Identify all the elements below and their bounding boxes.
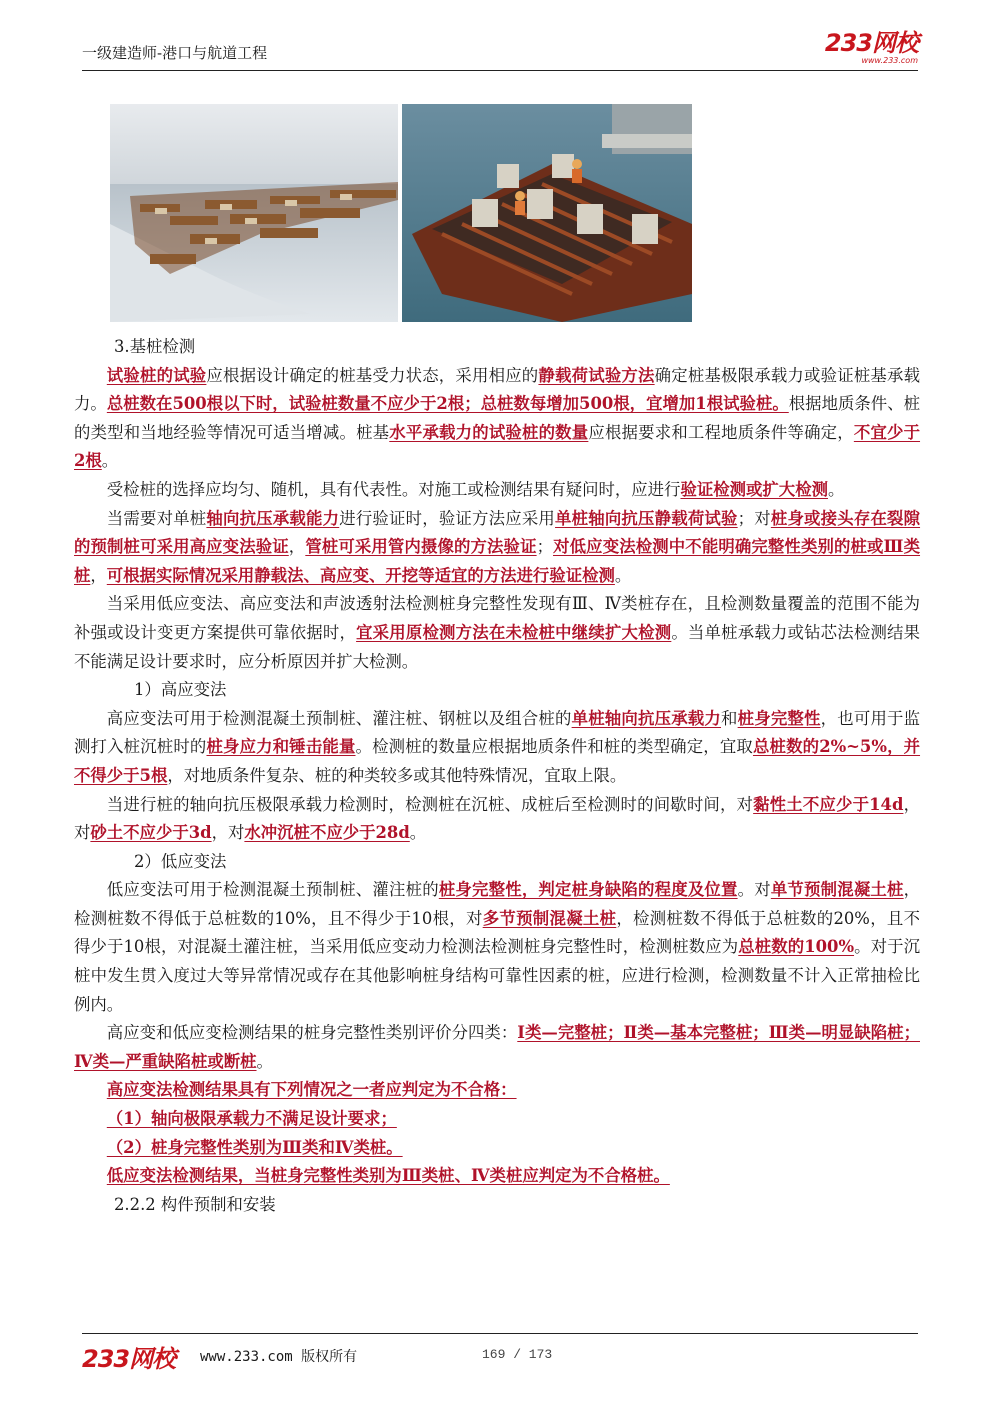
paragraph-low-strain-fail	[74, 1162, 920, 1191]
emphasis-text: 水平承载力的试验桩的数量	[389, 422, 589, 442]
emphasis-text: 桩身或接头存在裂隙的预制桩可采用高应变法验证	[74, 508, 921, 557]
subheading-low-strain: 2）低应变法	[134, 851, 227, 871]
paragraph-high-strain	[74, 705, 920, 791]
paragraph-low-strain	[74, 876, 920, 1019]
paragraph-fail-item-2	[74, 1134, 920, 1163]
body-text: 确定桩基极限承载力或验证桩基承载力。	[74, 365, 921, 414]
emphasis-text: 单桩轴向抗压承载力	[571, 708, 722, 728]
body-text: ；	[536, 537, 553, 557]
footer-logo[interactable]: 233网校	[82, 1345, 176, 1373]
emphasis-text: 验证检测或扩大检测	[680, 479, 828, 499]
emphasis-text: （2）桩身完整性类别为Ⅲ类和Ⅳ类桩。	[106, 1137, 403, 1157]
footer-copyright: www.233.com 版权所有	[200, 1349, 358, 1365]
emphasis-text: 单节预制混凝土桩	[770, 880, 904, 900]
body-text: 。对于沉桩中发生贯入度过大等异常情况或存在其他影响桩身结构可靠性因素的桩，应进行检测，检测数量不计入正常抽检比例内。	[74, 937, 921, 1014]
body-text: ，对	[211, 823, 245, 843]
body-text: 当进行桩的轴向抗压极限承载力检测时，检测桩在沉桩、成桩后至检测时的间歇时间，对	[106, 794, 754, 814]
photo-row	[110, 104, 692, 322]
emphasis-text: 单桩轴向抗压静载荷试验	[555, 508, 738, 528]
emphasis-text: 宜采用原检测方法在未检桩中继续扩大检测	[356, 622, 672, 642]
emphasis-text: 黏性土不应少于14d	[753, 794, 904, 814]
body-text: 当采用低应变法、高应变法和声波透射法检测桩身完整性发现有Ⅲ、Ⅳ类桩存在，且检测数量覆盖的范围不能为补强或设计变更方案提供可靠依据时，	[74, 594, 920, 642]
emphasis-text: 总桩数的2%~5%，并不得少于5根	[74, 737, 921, 785]
body-text: 低应变法可用于检测混凝土预制桩、灌注桩的	[106, 880, 439, 900]
header-divider	[82, 70, 918, 71]
paragraph-verification-methods	[74, 505, 920, 591]
emphasis-text: 桩身完整性	[737, 708, 821, 728]
emphasis-text: （1）轴向极限承载力不满足设计要求；	[106, 1109, 397, 1129]
document-body	[74, 333, 920, 1219]
body-text: 。	[409, 823, 427, 843]
body-text: ；对	[737, 508, 771, 528]
body-text: ，对	[74, 794, 920, 843]
section-heading: 3.基桩检测	[114, 337, 196, 356]
body-text: 高应变法可用于检测混凝土预制桩、灌注桩、钢桩以及组合桩的	[106, 708, 572, 728]
page-footer	[82, 1333, 918, 1373]
footer-divider	[82, 1333, 918, 1334]
body-text: 。	[614, 565, 632, 585]
emphasis-text: Ⅰ类—完整桩；Ⅱ类—基本完整桩；Ⅲ类—明显缺陷桩；Ⅳ类—严重缺陷桩或断桩	[74, 1023, 920, 1071]
emphasis-text: 总桩数的100%	[738, 937, 855, 957]
emphasis-text: 静载荷试验方法	[538, 365, 655, 385]
body-text: ，也可用于监测打入桩沉桩时的	[74, 708, 921, 757]
logo-url: www.233.com	[861, 56, 918, 65]
emphasis-text: 总桩数在500根以下时，试验桩数量不应少于2根；总桩数每增加500根，宜增加1根试验桩。	[106, 394, 789, 414]
frozen-sea-construction-image	[110, 104, 398, 322]
emphasis-text: 对低应变法检测中不能明确完整性类别的桩或Ⅲ类桩	[74, 537, 921, 585]
body-text: 应根据设计确定的桩基受力状态，采用相应的	[206, 365, 539, 385]
paragraph-sample-selection	[74, 476, 920, 505]
paragraph-high-strain-fail	[74, 1076, 920, 1105]
brand-logo[interactable]	[825, 30, 918, 65]
body-text: 受检桩的选择应均匀、随机，具有代表性。对施工或检测结果有疑问时，应进行	[106, 479, 681, 499]
body-text: ，检测桩数不得低于总桩数的20%，且不得少于10根，对混凝土灌注桩，当采用低应变动力检测法检测桩身完整性时，检测桩数应为	[74, 908, 920, 957]
body-text: 应根据要求和工程地质条件等确定，	[588, 422, 854, 442]
emphasis-text: 管桩可采用管内摄像的方法验证	[305, 537, 537, 557]
body-text: 。当单桩承载力或钻芯法检测结果不能满足设计要求时，应分析原因并扩大检测。	[74, 622, 921, 671]
paragraph-fail-item-1	[74, 1105, 920, 1134]
body-text: 。	[827, 479, 845, 499]
page-number: 169 / 173	[482, 1347, 553, 1362]
body-text: 进行验证时，验证方法应采用	[339, 508, 556, 528]
body-text: 。对	[737, 880, 771, 900]
body-text: ，	[288, 537, 306, 557]
paragraph-test-piles	[74, 362, 920, 476]
emphasis-text: 轴向抗压承载能力	[206, 508, 340, 528]
next-section-heading: 2.2.2 构件预制和安装	[114, 1194, 276, 1214]
paragraph-rest-period	[74, 791, 920, 848]
emphasis-text: 可根据实际情况采用静载法、高应变、开挖等适宜的方法进行验证检测	[106, 565, 615, 585]
body-text: 。	[256, 1051, 273, 1071]
pile-cap-photo-right	[402, 104, 692, 322]
emphasis-text: 水冲沉桩不应少于28d	[244, 823, 410, 843]
logo-text: 233网校	[824, 29, 918, 57]
body-text: 当需要对单桩	[106, 508, 207, 528]
body-text: ，对地质条件复杂、桩的种类较多或其他特殊情况，宜取上限。	[167, 765, 627, 785]
formwork-platform-image	[402, 104, 692, 322]
body-text: ，	[90, 565, 107, 585]
pile-cap-photo-left	[110, 104, 398, 322]
page-header	[82, 30, 918, 74]
document-title: 一级建造师-港口与航道工程	[82, 44, 268, 62]
body-text: 。	[101, 451, 119, 471]
emphasis-text: 不宜少于2根	[74, 422, 921, 471]
subheading-high-strain: 1）高应变法	[134, 680, 227, 700]
emphasis-text: 试验桩的试验	[106, 365, 207, 385]
emphasis-text: 多节预制混凝土桩	[482, 908, 617, 928]
paragraph-expand-testing	[74, 590, 920, 676]
emphasis-text: 高应变法检测结果具有下列情况之一者应判定为不合格：	[106, 1080, 517, 1100]
body-text: 高应变和低应变检测结果的桩身完整性类别评价分四类：	[106, 1023, 518, 1043]
emphasis-text: 低应变法检测结果，当桩身完整性类别为Ⅲ类桩、Ⅳ类桩应判定为不合格桩。	[106, 1166, 670, 1186]
body-text: 根据地质条件、桩的类型和当地经验等情况可适当增减。桩基	[74, 394, 921, 442]
emphasis-text: 砂土不应少于3d	[90, 823, 212, 843]
body-text: ，检测桩数不得低于总桩数的10%，且不得少于10根，对	[74, 880, 921, 928]
body-text: 。检测桩的数量应根据地质条件和桩的类型确定，宜取	[355, 737, 753, 757]
body-text: 和	[721, 708, 738, 728]
emphasis-text: 桩身应力和锤击能量	[206, 737, 356, 757]
emphasis-text: 桩身完整性，判定桩身缺陷的程度及位置	[438, 880, 738, 900]
paragraph-integrity-classes	[74, 1019, 920, 1076]
